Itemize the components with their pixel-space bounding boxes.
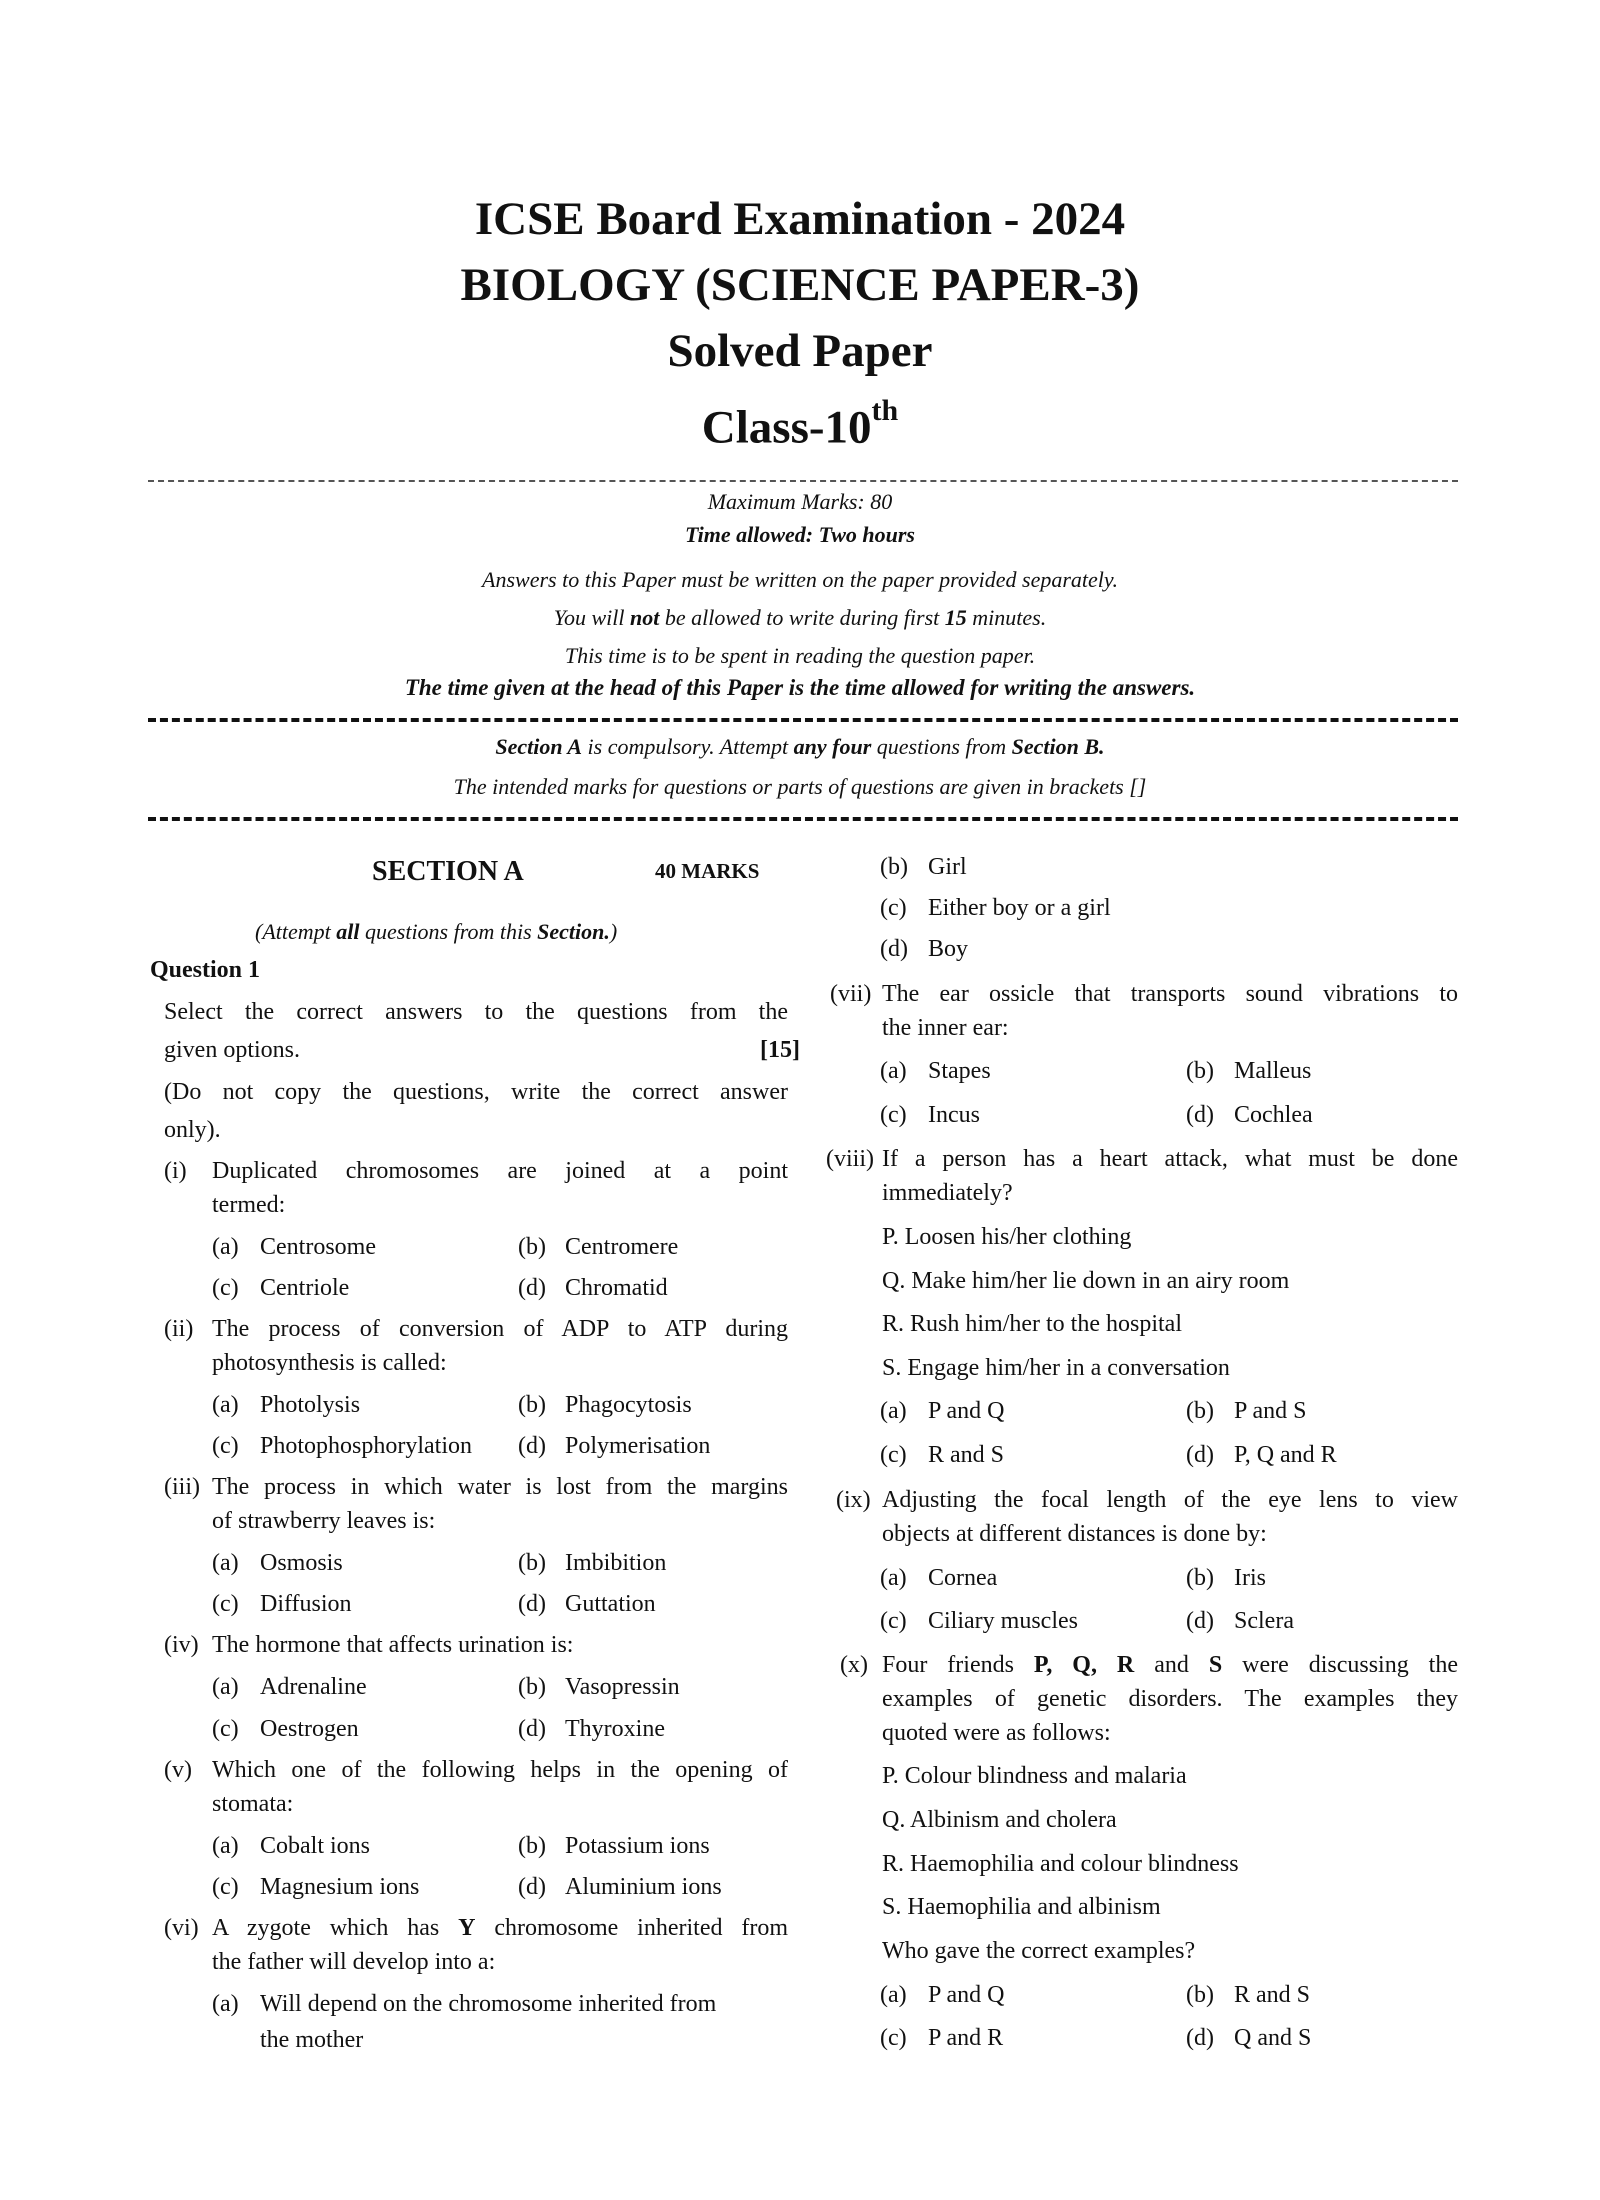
option-text: Potassium ions: [565, 1833, 710, 1859]
statement: R. Rush him/her to the hospital: [882, 1311, 1182, 1337]
question-number: (vi): [164, 1915, 199, 1941]
question-text: stomata:: [212, 1791, 294, 1817]
option-text: Centrosome: [260, 1234, 376, 1260]
paper-title: ICSE Board Examination - 2024: [474, 193, 1126, 245]
statement: P. Colour blindness and malaria: [882, 1763, 1187, 1789]
option-label: (c): [212, 1716, 239, 1742]
option-label: (b): [1186, 1982, 1214, 2008]
option-label: (a): [212, 1234, 239, 1260]
option-label: (d): [518, 1591, 546, 1617]
q1-intro: given options.: [164, 1037, 300, 1063]
option-text: Diffusion: [260, 1591, 352, 1617]
option-text: Imbibition: [565, 1550, 667, 1576]
option-text: P and Q: [928, 1398, 1005, 1424]
option-text: Ciliary muscles: [928, 1608, 1078, 1634]
option-label: (a): [212, 1550, 239, 1576]
max-marks: Maximum Marks: 80: [707, 489, 893, 514]
question-number: (x): [840, 1652, 868, 1678]
option-label: (b): [880, 854, 908, 880]
option-text: Phagocytosis: [565, 1392, 692, 1418]
option-label: (c): [212, 1275, 239, 1301]
instruction-1: Answers to this Paper must be written on the paper provided separately.: [482, 567, 1118, 592]
option-label: (d): [518, 1716, 546, 1742]
statement: R. Haemophilia and colour blindness: [882, 1851, 1239, 1877]
statement: Q. Albinism and cholera: [882, 1807, 1117, 1833]
question-text: photosynthesis is called:: [212, 1350, 447, 1376]
question-text: The hormone that affects urination is:: [212, 1632, 574, 1658]
question-text: the father will develop into a:: [212, 1949, 496, 1975]
instruction-6: The intended marks for questions or parts of questions are given in brackets []: [453, 774, 1147, 799]
question-text: the inner ear:: [882, 1015, 1009, 1041]
option-text: Girl: [928, 854, 967, 880]
question-text: Which one of the following helps in the opening of: [212, 1757, 788, 1783]
option-label: (a): [880, 1565, 907, 1591]
option-label: (d): [1186, 1608, 1214, 1634]
option-label: (c): [880, 895, 907, 921]
option-text: Thyroxine: [565, 1716, 665, 1742]
question-number: (ix): [836, 1487, 871, 1513]
instruction-3: This time is to be spent in reading the question paper.: [564, 643, 1036, 668]
option-label: (c): [880, 1442, 907, 1468]
question-text: Adjusting the focal length of the eye lens to view: [882, 1487, 1458, 1513]
option-text: Photophosphorylation: [260, 1433, 473, 1459]
option-text: Iris: [1234, 1565, 1266, 1591]
option-text: P and S: [1234, 1398, 1307, 1424]
q1-marks: [15]: [760, 1037, 800, 1063]
section-title: SECTION A: [372, 856, 524, 887]
option-text: Stapes: [928, 1058, 991, 1084]
option-text: Osmosis: [260, 1550, 343, 1576]
option-label: (a): [880, 1398, 907, 1424]
option-text: R and S: [928, 1442, 1005, 1468]
question-text: immediately?: [882, 1180, 1013, 1206]
option-label: (d): [1186, 1442, 1214, 1468]
question-text: If a person has a heart attack, what must be done: [882, 1146, 1458, 1172]
question-text: of strawberry leaves is:: [212, 1508, 436, 1534]
option-text: Either boy or a girl: [928, 895, 1111, 921]
question-number: (i): [164, 1158, 187, 1184]
option-text: the mother: [260, 2027, 364, 2053]
option-label: (c): [212, 1591, 239, 1617]
option-label: (a): [212, 1833, 239, 1859]
question-number: (vii): [830, 981, 872, 1007]
option-text: P and Q: [928, 1982, 1005, 2008]
option-text: Magnesium ions: [260, 1874, 420, 1900]
option-text: Centromere: [565, 1234, 679, 1260]
question-text: termed:: [212, 1192, 286, 1218]
question-text: examples of genetic disorders. The examples they: [882, 1686, 1458, 1712]
option-text: Q and S: [1234, 2025, 1312, 2051]
option-text: Boy: [928, 936, 969, 962]
option-text: Will depend on the chromosome inherited from: [260, 1991, 717, 2017]
option-text: Cornea: [928, 1565, 998, 1591]
question-number: (iv): [164, 1632, 199, 1658]
question-number: (viii): [826, 1146, 874, 1172]
option-text: R and S: [1234, 1982, 1311, 2008]
option-text: Sclera: [1234, 1608, 1294, 1634]
option-label: (d): [880, 936, 908, 962]
option-text: Oestrogen: [260, 1716, 359, 1742]
statement: S. Haemophilia and albinism: [882, 1894, 1161, 1920]
question-text: The process in which water is lost from the margins: [212, 1474, 788, 1500]
option-label: (c): [212, 1433, 239, 1459]
question-text: Four friends P, Q, R and S were discussing the: [882, 1652, 1458, 1678]
option-label: (d): [518, 1275, 546, 1301]
option-text: Adrenaline: [260, 1674, 367, 1700]
option-text: P, Q and R: [1234, 1442, 1337, 1468]
option-label: (b): [518, 1674, 546, 1700]
option-text: Polymerisation: [565, 1433, 711, 1459]
section-marks: 40 MARKS: [655, 859, 760, 883]
option-label: (c): [880, 2025, 907, 2051]
divider: [148, 817, 1458, 821]
subject-title: BIOLOGY (SCIENCE PAPER-3): [460, 259, 1140, 311]
option-label: (b): [518, 1833, 546, 1859]
class-title: Class-10th: [701, 394, 899, 454]
time-allowed: Time allowed: Two hours: [685, 522, 915, 547]
option-text: Photolysis: [260, 1392, 361, 1418]
statement: S. Engage him/her in a conversation: [882, 1355, 1230, 1381]
q1-intro: Select the correct answers to the questions from the: [164, 999, 788, 1025]
option-text: Chromatid: [565, 1275, 668, 1301]
option-text: Incus: [928, 1102, 980, 1128]
option-label: (a): [880, 1058, 907, 1084]
question-text: quoted were as follows:: [882, 1720, 1111, 1746]
question-text: Who gave the correct examples?: [882, 1938, 1196, 1964]
option-label: (b): [518, 1550, 546, 1576]
option-label: (c): [880, 1608, 907, 1634]
question-number: (v): [164, 1757, 192, 1783]
statement: P. Loosen his/her clothing: [882, 1224, 1132, 1250]
question-text: A zygote which has Y chromosome inherited from: [212, 1915, 788, 1941]
option-text: Centriole: [260, 1275, 350, 1301]
option-label: (d): [1186, 2025, 1214, 2051]
option-label: (a): [212, 1392, 239, 1418]
instruction-5: Section A is compulsory. Attempt any four questions from Section B.: [495, 734, 1105, 759]
question-number: (ii): [164, 1316, 194, 1342]
q1-intro: (Do not copy the questions, write the correct answer: [164, 1079, 788, 1105]
option-label: (c): [212, 1874, 239, 1900]
option-label: (b): [518, 1234, 546, 1260]
option-text: Cobalt ions: [260, 1833, 371, 1859]
option-label: (d): [518, 1874, 546, 1900]
option-label: (a): [212, 1991, 239, 2017]
option-label: (d): [518, 1433, 546, 1459]
option-label: (b): [1186, 1058, 1214, 1084]
question-heading: Question 1: [150, 957, 261, 983]
divider: [148, 480, 1458, 482]
option-label: (a): [212, 1674, 239, 1700]
question-number: (iii): [164, 1474, 200, 1500]
instruction-4: The time given at the head of this Paper is the time allowed for writing the answers.: [404, 675, 1196, 700]
option-text: Cochlea: [1234, 1102, 1313, 1128]
option-text: Vasopressin: [565, 1674, 680, 1700]
question-text: The process of conversion of ADP to ATP during: [212, 1316, 788, 1342]
q1-intro: only).: [164, 1117, 221, 1143]
option-text: Guttation: [565, 1591, 656, 1617]
option-label: (b): [518, 1392, 546, 1418]
option-label: (d): [1186, 1102, 1214, 1128]
option-label: (c): [880, 1102, 907, 1128]
option-label: (b): [1186, 1398, 1214, 1424]
section-note: (Attempt all questions from this Section.): [255, 919, 618, 944]
option-text: P and R: [928, 2025, 1004, 2051]
option-text: Aluminium ions: [565, 1874, 722, 1900]
option-text: Malleus: [1234, 1058, 1312, 1084]
instruction-2: You will not be allowed to write during first 15 minutes.: [553, 605, 1047, 630]
paper-type: Solved Paper: [667, 325, 933, 377]
option-label: (b): [1186, 1565, 1214, 1591]
statement: Q. Make him/her lie down in an airy room: [882, 1268, 1290, 1294]
question-text: objects at different distances is done by:: [882, 1521, 1267, 1547]
option-label: (a): [880, 1982, 907, 2008]
divider: [148, 718, 1458, 722]
question-text: Duplicated chromosomes are joined at a point: [212, 1158, 788, 1184]
question-text: The ear ossicle that transports sound vibrations to: [882, 981, 1458, 1007]
